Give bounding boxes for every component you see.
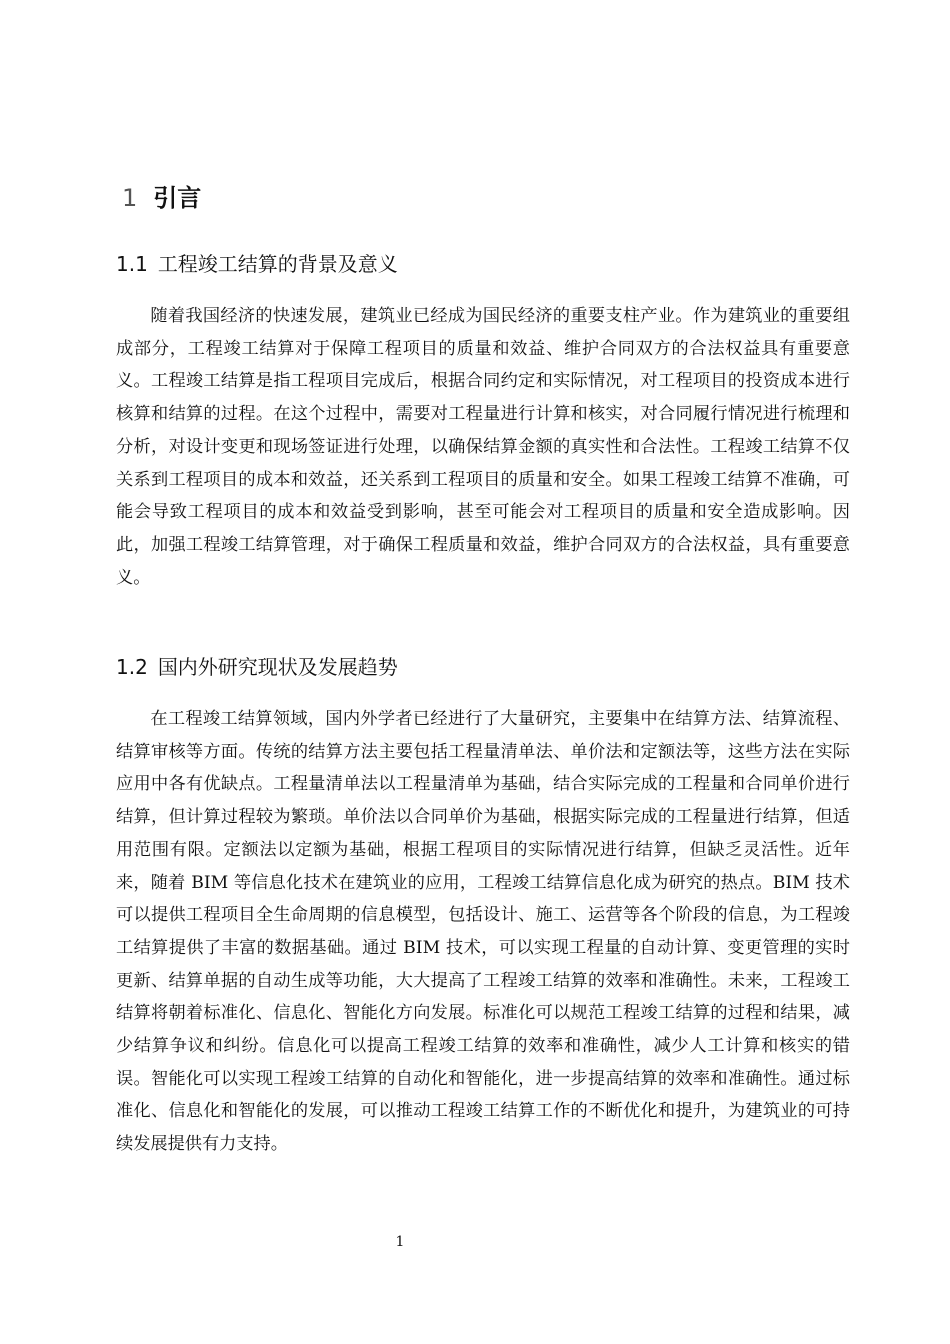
section-number: 1.1 — [116, 252, 148, 276]
section-heading-1-2 — [116, 653, 398, 681]
chapter-number: 1 — [122, 184, 138, 212]
section-1-2-paragraph: 在工程竣工结算领域，国内外学者已经进行了大量研究，主要集中在结算方法、结算流程、结算审核等方面。传统的结算方法主要包括工程量清单法、单价法和定额法等，这些方法在实际应用中各有优缺点。工程量清单法以工程量清单为基础，结合实际完成的工程量和合同单价进行结算，但计算过程较为繁琐。单价法以合同单价为基础，根据实际完成的工程量进行结算，但适用范围有限。定额法以定额为基础，根据工程项目的实际情况进行结算，但缺乏灵活性。近年来，随着 BIM 等信息化技术在建筑业的应用，工程竣工结算信息化成为研究的热点。BIM 技术可以提供工程项目全生命周期的信息模型，包括设计、施工、运营等各个阶段的信息，为工程竣工结算提供了丰富的数据基础。通过 BIM 技术，可以实现工程量的自动计算、变更管理的实时更新、结算单据的自动生成等功能，大大提高了工程竣工结算的效率和准确性。未来，工程竣工结算将朝着标准化、信息化、智能化方向发展。标准化可以规范工程竣工结算的过程和结果，减少结算争议和纠纷。信息化可以提高工程竣工结算的效率和准确性，减少人工计算和核实的错误。智能化可以实现工程竣工结算的自动化和智能化，进一步提高结算的效率和准确性。通过标准化、信息化和智能化的发展，可以推动工程竣工结算工作的不断优化和提升，为建筑业的可持续发展提供有力支持。 — [116, 709, 850, 1155]
section-title-text: 工程竣工结算的背景及意义 — [157, 252, 398, 276]
chapter-title — [122, 181, 201, 215]
section-number: 1.2 — [116, 655, 148, 679]
chapter-title-text: 引言 — [153, 184, 202, 212]
section-title-text: 国内外研究现状及发展趋势 — [157, 655, 398, 679]
page-number: 1 — [395, 1234, 405, 1250]
section-heading-1-1 — [116, 250, 398, 278]
section-1-1-paragraph: 随着我国经济的快速发展，建筑业已经成为国民经济的重要支柱产业。作为建筑业的重要组成部分，工程竣工结算对于保障工程项目的质量和效益、维护合同双方的合法权益具有重要意义。工程竣工结算是指工程项目完成后，根据合同约定和实际情况，对工程项目的投资成本进行核算和结算的过程。在这个过程中，需要对工程量进行计算和核实，对合同履行情况进行梳理和分析，对设计变更和现场签证进行处理，以确保结算金额的真实性和合法性。工程竣工结算不仅关系到工程项目的成本和效益，还关系到工程项目的质量和安全。如果工程竣工结算不准确，可能会导致工程项目的成本和效益受到影响，甚至可能会对工程项目的质量和安全造成影响。因此，加强工程竣工结算管理，对于确保工程质量和效益，维护合同双方的合法权益，具有重要意义。 — [116, 306, 850, 588]
